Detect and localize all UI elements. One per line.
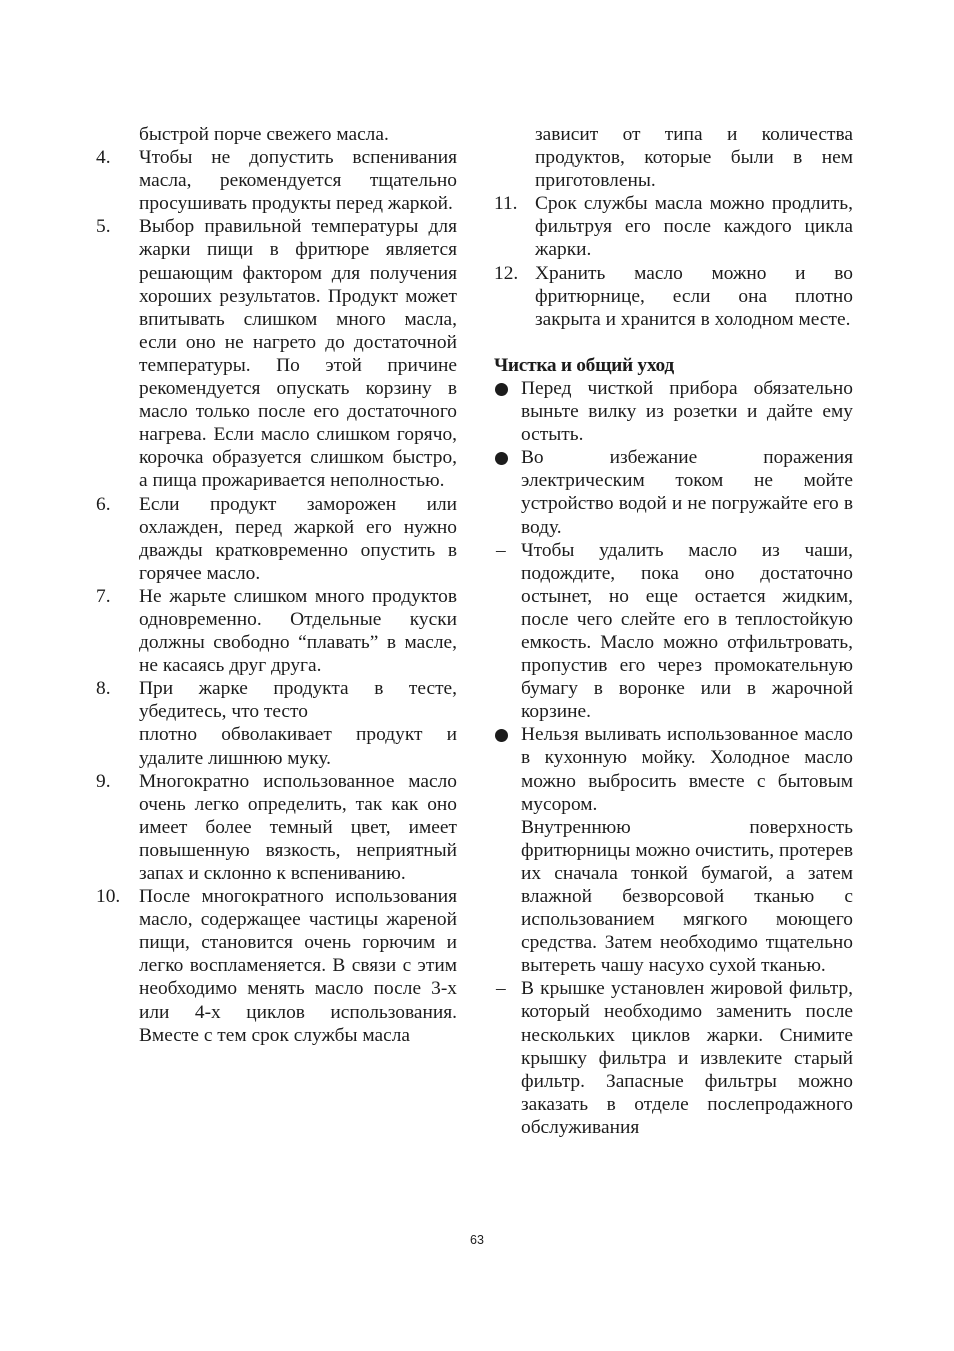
list-item (96, 146, 457, 215)
bullet-item (494, 446, 853, 538)
list-item (96, 770, 457, 885)
dash-marker: – (496, 539, 506, 561)
page-number: 63 (470, 1233, 484, 1247)
list-item (494, 262, 853, 331)
item-text: Нельзя выливать использованное масло в кухонную мойку. Холодное масло можно выбросить вместе с бытовым мусором. (521, 724, 853, 815)
dash-marker: – (496, 978, 506, 1000)
dash-item (494, 977, 853, 1139)
item-number: 12. (494, 262, 519, 284)
item-text: Если продукт заморожен или охлажден, перед жаркой его нужно дважды кратковременно опустить в горячее масло. (139, 493, 457, 584)
list-item (96, 885, 457, 1047)
item-number: 9. (96, 770, 111, 792)
bullet-icon (495, 452, 508, 465)
list-item (96, 493, 457, 585)
bullet-item (494, 723, 853, 977)
item-text: Во избежание поражения электрическим током не мойте устройство водой и не погружайте его в воду. (521, 447, 853, 538)
item-number: 11. (494, 193, 518, 215)
item-text: После многократного использования масло, содержащее частицы жареной пищи, становится очень горючим и легко воспламеняется. В связи с этим необходимо менять масло после 3-х или 4-х циклов использования. Вместе с тем срок службы масла (139, 886, 457, 1046)
item-text-continued: плотно обволакивает продукт и удалите лишнюю муку. (139, 724, 457, 769)
item-number: 8. (96, 678, 111, 700)
bullet-item (494, 377, 853, 446)
right-column (494, 123, 853, 1139)
item-text: При жарке продукта в тесте, убедитесь, что тесто (139, 678, 457, 723)
list-item (96, 585, 457, 677)
left-column (96, 123, 457, 1047)
bullet-icon (495, 383, 508, 396)
item-number: 10. (96, 886, 121, 908)
item-text: Перед чисткой прибора обязательно выньте вилку из розетки и дайте ему остыть. (521, 377, 853, 446)
item-text: Срок службы масла можно продлить, фильтруя его после каждого цикла жарки. (535, 193, 853, 261)
item-text-continued: Внутреннюю поверхность фритюрницы можно очистить, протерев их сначала тонкой бумагой, а затем влажной безворсовой тканью с использованием мягкого моющего средства. Затем необходимо тщательно вытереть чашу насухо сухой тканью. (521, 816, 853, 977)
item-text: Выбор правильной температуры для жарки пищи в фритюре является решающим фактором для получения хороших результатов. Продукт может впитывать слишком много масла, если оно не нагрето до достаточной температуры. По этой причине рекомендуется опускать корзину в масло только после его достаточного нагрева. Если масло слишком горячо, корочка образуется слишком быстро, а пища прожаривается неполностью. (139, 216, 457, 492)
section-heading: Чистка и общий уход (494, 354, 674, 376)
item-text: Многократно использованное масло очень легко определить, так как оно имеет более темный цвет, имеет повышенную вязкость, неприятный запах и склонно к вспениванию. (139, 770, 457, 884)
list-item (96, 215, 457, 492)
item-text: Чтобы не допустить вспенивания масла, рекомендуется тщательно просушивать продукты перед жаркой. (139, 147, 457, 215)
item-text: В крышке установлен жировой фильтр, который необходимо заменить после нескольких циклов жарки. Снимите крышку фильтра и извлеките старый фильтр. Запасные фильтры можно заказать в отделе послепродажного обслуживания (521, 978, 853, 1138)
bullet-icon (495, 729, 508, 742)
item-number: 7. (96, 585, 111, 607)
continued-text: быстрой порче свежего масла. (139, 124, 389, 145)
dash-item (494, 539, 853, 724)
list-item (96, 677, 457, 769)
item-text: Не жарьте слишком много продуктов одновременно. Отдельные куски должны свободно “плавать” в масле, не касаясь друг друга. (139, 585, 457, 677)
item-number: 5. (96, 216, 111, 238)
item-number: 6. (96, 493, 111, 515)
item-number: 4. (96, 147, 111, 169)
item-text: Чтобы удалить масло из чаши, подождите, пока оно достаточно остынет, но еще остается жидким, после чего слейте его в теплостойкую емкость. Масло можно отфильтровать, пропустив его через промокательную бумагу в воронке или в жарочной корзине. (521, 539, 853, 723)
item-text: Хранить масло можно и во фритюрнице, если она плотно закрыта и хранится в холодном месте. (535, 262, 853, 330)
list-item (494, 192, 853, 261)
continued-text: зависит от типа и количества продуктов, которые были в нем приготовлены. (535, 124, 853, 192)
